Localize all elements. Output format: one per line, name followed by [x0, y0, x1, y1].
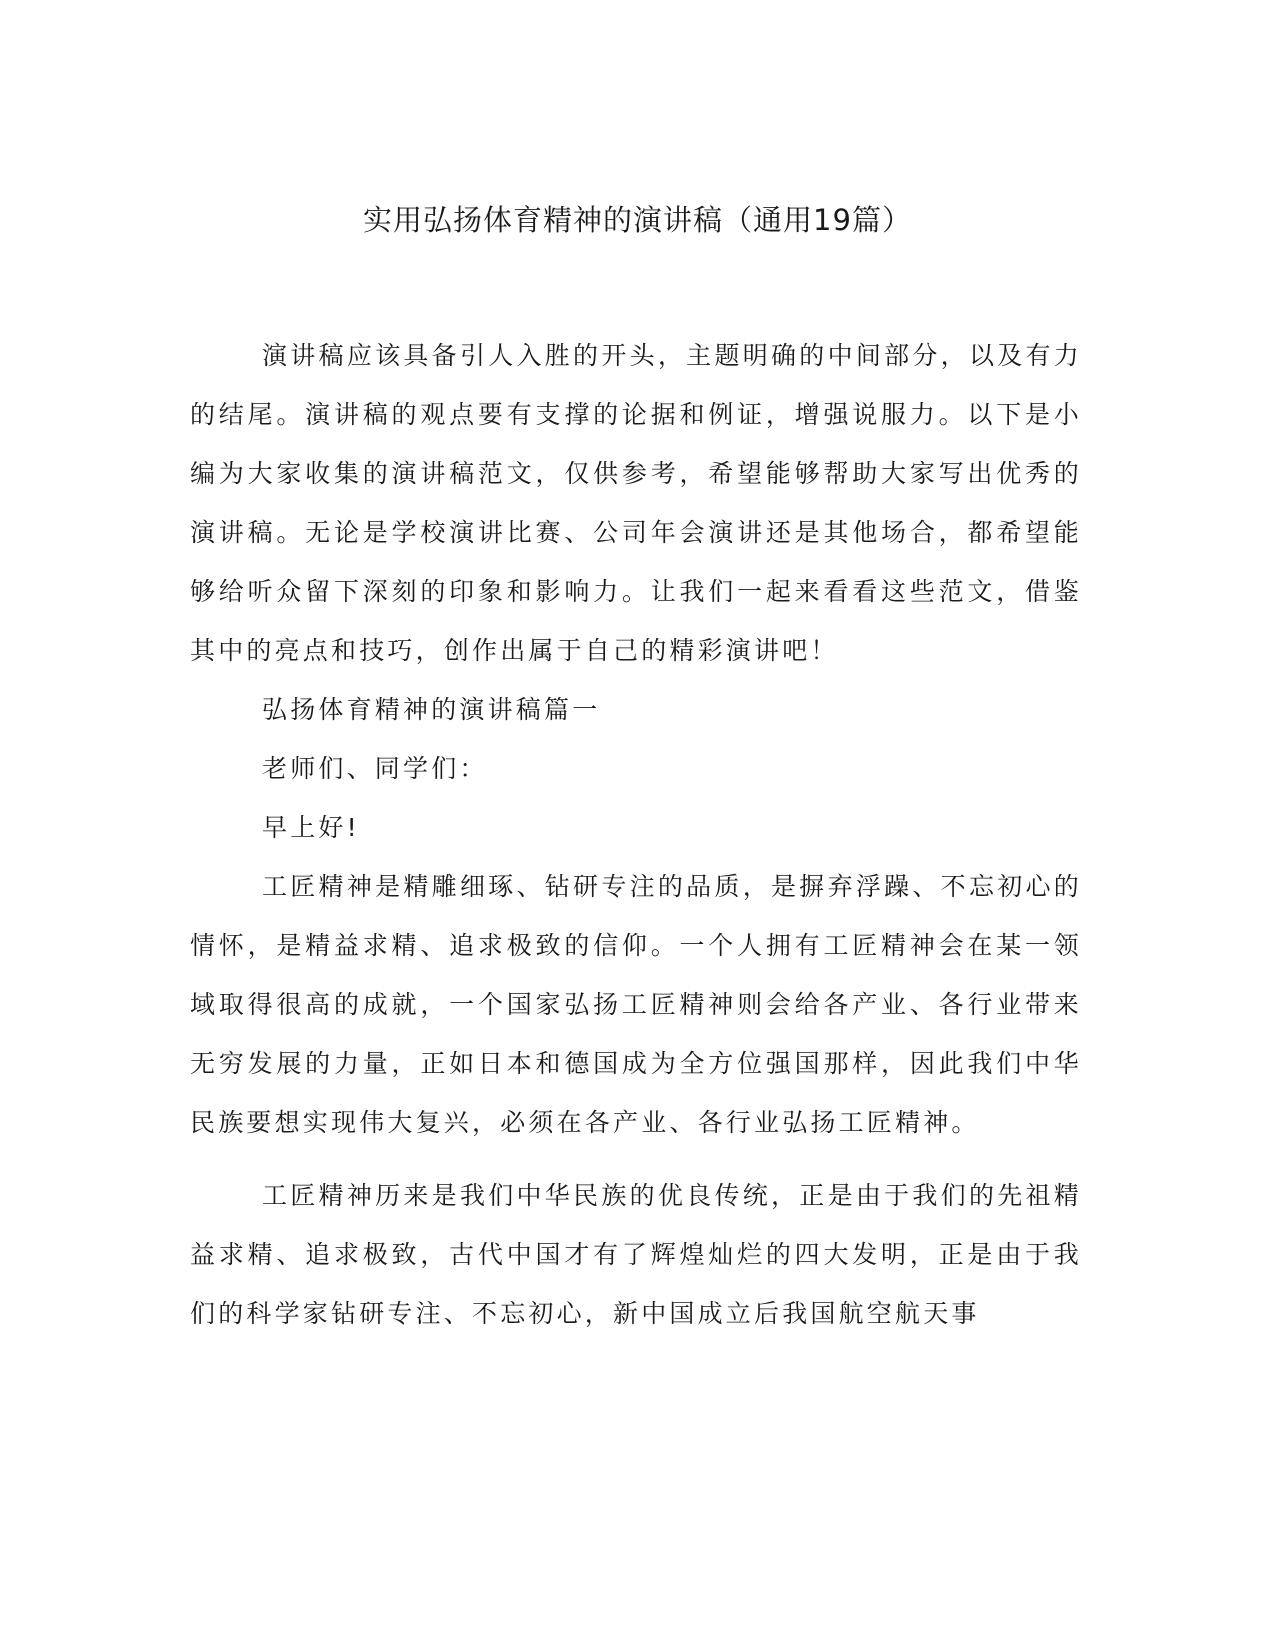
paragraph-spacer	[190, 1152, 1082, 1166]
document-title: 实用弘扬体育精神的演讲稿（通用19篇）	[363, 203, 912, 237]
document-body	[190, 326, 1082, 1343]
section-heading: 弘扬体育精神的演讲稿篇一	[262, 695, 601, 724]
body-paragraph-2: 工匠精神历来是我们中华民族的优良传统，正是由于我们的先祖精益求精、追求极致，古代中国才有了辉煌灿烂的四大发明，正是由于我们的科学家钻研专注、不忘初心，新中国成立后我国航空航天事	[190, 1181, 1082, 1328]
greeting: 早上好!	[262, 813, 360, 842]
body-paragraph-1: 工匠精神是精雕细琢、钻研专注的品质，是摒弃浮躁、不忘初心的情怀，是精益求精、追求极致的信仰。一个人拥有工匠精神会在某一领域取得很高的成就，一个国家弘扬工匠精神则会给各产业、各行业带来无穷发展的力量，正如日本和德国成为全方位强国那样，因此我们中华民族要想实现伟大复兴，必须在各产业、各行业弘扬工匠精神。	[190, 872, 1082, 1137]
intro-paragraph: 演讲稿应该具备引人入胜的开头，主题明确的中间部分，以及有力的结尾。演讲稿的观点要有支撑的论据和例证，增强说服力。以下是小编为大家收集的演讲稿范文，仅供参考，希望能够帮助大家写出优秀的演讲稿。无论是学校演讲比赛、公司年会演讲还是其他场合，都希望能够给听众留下深刻的印象和影响力。让我们一起来看看这些范文，借鉴其中的亮点和技巧，创作出属于自己的精彩演讲吧！	[190, 341, 1082, 665]
salutation: 老师们、同学们：	[262, 754, 488, 783]
